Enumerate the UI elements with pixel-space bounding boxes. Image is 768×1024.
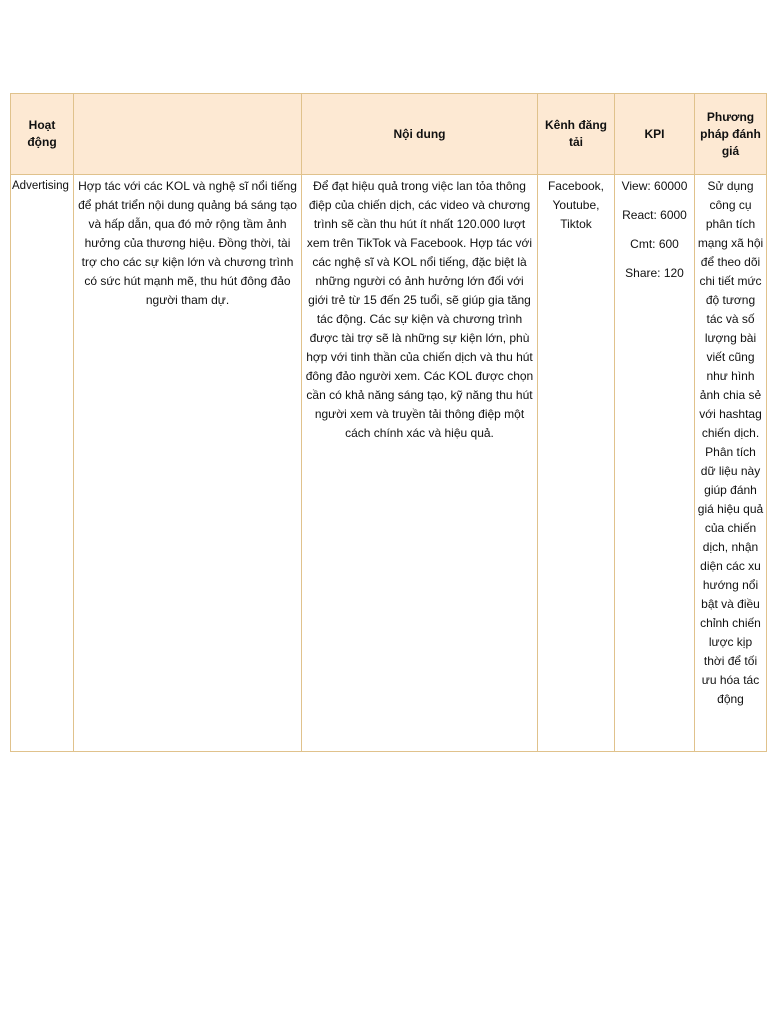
header-kpi: KPI: [615, 94, 695, 175]
header-activity: Hoạt động: [11, 94, 74, 175]
cell-activity: Advertising: [11, 175, 74, 752]
cell-channel: Facebook, Youtube, Tiktok: [538, 175, 615, 752]
cell-method: Sử dụng công cụ phân tích mạng xã hội để theo dõi chi tiết mức độ tương tác và số lượng bài viết cũng như hình ảnh chia sẻ với hashtag chiến dịch. Phân tích dữ liệu này giúp đánh giá hiệu quả của chiến dịch, nhận diện các xu hướng nổi bật và điều chỉnh chiến lược kịp thời để tối ưu hóa tác động: [695, 175, 767, 752]
cell-description: Hợp tác với các KOL và nghệ sĩ nổi tiếng để phát triển nội dung quảng bá sáng tạo và hấp dẫn, qua đó mở rộng tầm ảnh hưởng của thương hiệu. Đồng thời, tài trợ cho các sự kiện lớn và chương trình có sức hút mạnh mẽ, thu hút đông đảo người tham dự.: [74, 175, 302, 752]
cell-kpi: [615, 175, 695, 752]
table-header-row: [11, 94, 767, 175]
table-row: [11, 175, 767, 752]
kpi-views: View: 60000: [621, 179, 688, 193]
kpi-shares: Share: 120: [625, 266, 684, 280]
campaign-plan-table: [10, 93, 767, 752]
header-description: [74, 94, 302, 175]
header-method: Phương pháp đánh giá: [695, 94, 767, 175]
cell-content: Để đạt hiệu quả trong việc lan tỏa thông điệp của chiến dịch, các video và chương trình sẽ cần thu hút ít nhất 120.000 lượt xem trên TikTok và Facebook. Hợp tác với các nghệ sĩ và KOL nổi tiếng, đặc biệt là những người có ảnh hưởng lớn đối với giới trẻ từ 15 đến 25 tuổi, sẽ giúp gia tăng tác động. Các sự kiện và chương trình được tài trợ sẽ là những sự kiện lớn, phù hợp với tinh thần của chiến dịch và thu hút đông đảo người xem. Các KOL được chọn cần có khả năng sáng tạo, kỹ năng thu hút người xem và truyền tải thông điệp một cách chính xác và hiệu quả.: [302, 175, 538, 752]
kpi-comments: Cmt: 600: [630, 237, 679, 251]
kpi-reacts: React: 6000: [622, 208, 687, 222]
header-channel: Kênh đăng tải: [538, 94, 615, 175]
header-content: Nội dung: [302, 94, 538, 175]
